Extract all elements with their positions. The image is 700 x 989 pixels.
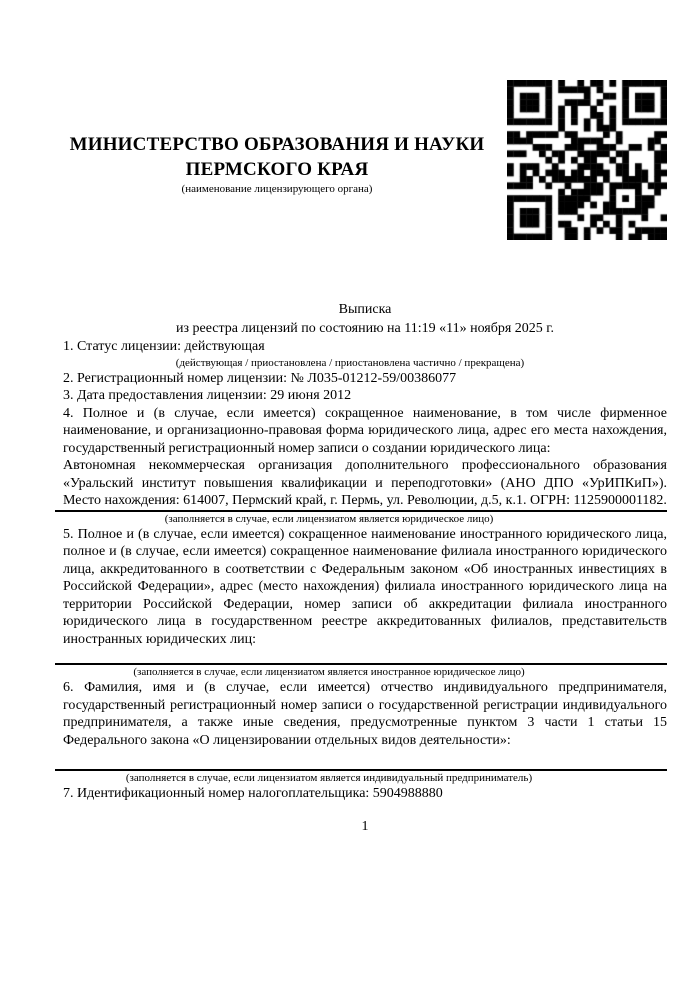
legal-entity-note: (заполняется в случае, если лицензиатом является юридическое лицо)	[164, 512, 494, 525]
qr-code-icon	[507, 80, 667, 240]
item-foreign-entity-prompt: 5. Полное и (в случае, если имеется) сокращенное наименование иностранного юридического лица, полное и (в случае, если имеется) сокращенное наименование филиала иностранного юридического лица, аккредитованного в соответствии с Федеральным законом «Об иностранных инвестициях в Российской Федерации», адрес (место нахождения) филиала иностранного юридического лица на территории Российской Федерации, номер записи об аккредитации филиала иностранного юридического лица в государственном реестре аккредитованных филиалов, представительств иностранных юридических лиц:	[63, 526, 667, 647]
ministry-name-line2: ПЕРМСКОГО КРАЯ	[185, 159, 369, 180]
ministry-name-line1: МИНИСТЕРСТВО ОБРАЗОВАНИЯ И НАУКИ	[69, 134, 485, 155]
document-header	[63, 80, 667, 240]
license-status-options-note: (действующая / приостановлена / приостановлена частично / прекращена)	[175, 356, 525, 369]
title-line1: Выписка	[338, 302, 392, 317]
document-title	[63, 300, 667, 338]
item-legal-entity-value: Автономная некоммерческая организация дополнительного профессионального образования «Уральский институт повышения квалификации и переподготовки» (АНО ДПО «УрИПКиП»). Место нахождения: 614007, Пермский край, г. Пермь, ул. Революции, д.5, к.1. ОГРН: 1125900001182.	[63, 458, 667, 508]
entrepreneur-note: (заполняется в случае, если лицензиатом является индивидуальный предприниматель)	[125, 772, 533, 784]
title-line2: из реестра лицензий по состоянию на 11:19 «11» ноября 2025 г.	[176, 321, 554, 336]
item-license-status: 1. Статус лицензии: действующая	[63, 339, 265, 354]
item-grant-date: 3. Дата предоставления лицензии: 29 июня 2012	[63, 388, 352, 403]
licensing-authority-caption: (наименование лицензирующего органа)	[181, 183, 373, 195]
licensing-authority-block	[63, 80, 507, 196]
item-taxpayer-number: 7. Идентификационный номер налогоплательщика: 5904988880	[63, 786, 443, 801]
foreign-entity-note: (заполняется в случае, если лицензиатом является иностранное юридическое лицо)	[133, 666, 525, 678]
item-individual-entrepreneur-prompt: 6. Фамилия, имя и (в случае, если имеется) отчество индивидуального предпринимателя, государственный регистрационный номер записи о государственной регистрации индивидуального предпринимателя, а также иные сведения, предусмотренные пунктом 3 части 1 статьи 15 Федерального закона «О лицензировании отдельных видов деятельности»:	[63, 680, 667, 748]
item-legal-entity-prompt: 4. Полное и (в случае, если имеется) сокращенное наименование, в том числе фирменное наименование, и организационно-правовая форма юридического лица, адрес его места нахождения, государственный регистрационный номер записи о создании юридического лица:	[63, 405, 667, 456]
item-registration-number: 2. Регистрационный номер лицензии: № Л035-01212-59/00386077	[63, 370, 457, 386]
page-number: 1	[361, 818, 369, 834]
